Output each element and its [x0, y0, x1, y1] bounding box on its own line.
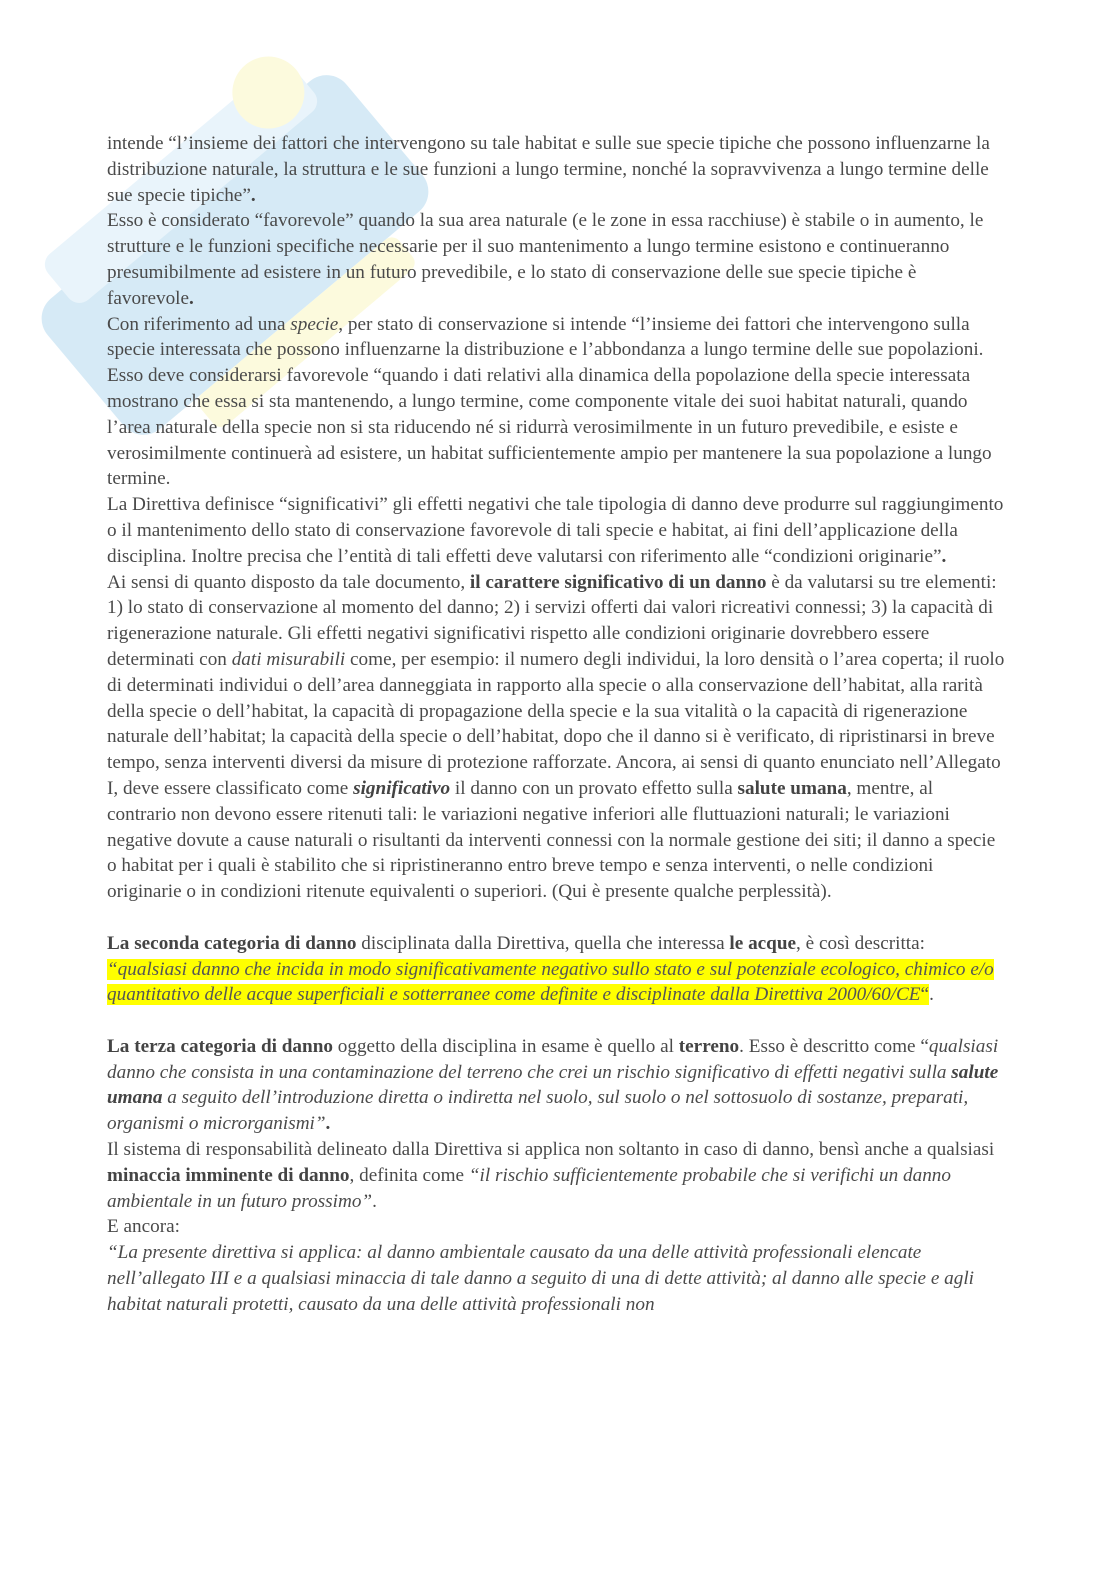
highlighted-quote: “qualsiasi danno che incida in modo significativamente negativo sullo stato e sul potenziale ecologico, chimico e/o quantitativo delle acque superficiali e sotterranee come definite e disciplinate dalla Direttiva 2000/60/CE — [107, 958, 994, 1006]
paragraph — [107, 312, 1007, 493]
text-run: dati misurabili — [231, 648, 346, 670]
text-run: . — [189, 287, 194, 309]
text-run: . — [372, 1190, 377, 1212]
text-run: intende “l’insieme dei fattori che intervengono su tale habitat e sulle sue specie tipiche che possono influenzarne la distribuzione naturale, la struttura e le sue funzioni a lungo termine, nonché la sopravvivenza a lungo termine delle sue specie tipiche” — [107, 133, 990, 206]
highlighted-quote: “ — [920, 984, 930, 1006]
text-run: La Direttiva definisce “significativi” gli effetti negativi che tale tipologia di danno deve produrre sul raggiungimento o il mantenimento dello stato di conservazione favorevole di tali specie e habitat, ai fini dell’applicazione della disciplina. Inoltre precisa che l’entità di tali effetti deve valutarsi con riferimento alle “condizioni originarie” — [107, 494, 1004, 567]
text-run: significativo — [353, 777, 451, 799]
paragraph — [107, 1137, 1007, 1214]
paragraph — [107, 1214, 1007, 1240]
text-run: è da valutarsi su tre elementi: 1) lo stato di conservazione al momento del danno; 2) i servizi offerti dai valori ricreativi connessi; 3) la capacità di rigenerazione naturale. Gli effetti negativi significativi rispetto alle condizioni originarie dovrebbero essere determinati con — [107, 571, 997, 670]
text-run: La terza categoria di danno — [107, 1035, 333, 1057]
text-run: , definita come — [349, 1164, 469, 1186]
text-run: salute umana — [737, 777, 847, 799]
text-run: disciplinata dalla Direttiva, quella che interessa — [356, 932, 730, 954]
document-body — [107, 131, 1007, 1318]
text-run: oggetto della disciplina in esame è quello al — [332, 1035, 679, 1057]
text-run: qualsiasi danno che consista in una contaminazione del terreno che crei un rischio significativo di effetti negativi sulla — [107, 1035, 999, 1083]
text-run: La seconda categoria di danno — [107, 932, 357, 954]
text-run: , per stato di conservazione si intende “l’insieme dei fattori che intervengono sulla specie interessata che possono influenzarne la distribuzione e l’abbondanza a lungo termine delle sue popolazioni. Esso deve considerarsi favorevole “quando i dati relativi alla dinamica della popolazione della specie interessata mostrano che essa si sta mantenendo, a lungo termine, come componente vitale dei suoi habitat naturali, quando l’area naturale della specie non si sta riducendo né si ridurrà verosimilmente in un futuro prevedibile, e esiste e verosimilmente continuerà ad esistere, un habitat sufficientemente ampio per mantenere la sua popolazione a lungo termine. — [107, 313, 992, 490]
text-run: il carattere significativo di un danno — [469, 571, 767, 593]
text-run: “il rischio sufficientemente probabile che si verifichi un danno ambientale in un futuro prossimo” — [107, 1164, 951, 1212]
text-run: come, per esempio: il numero degli individui, la loro densità o l’area coperta; il ruolo di determinati individui o dell’area danneggiata in rapporto alla specie o alla conservazione dell’habitat, alla rarità della specie o dell’habitat, la capacità di propagazione della specie e la sua vitalità o la capacità di rigenerazione naturale dell’habitat; la capacità della specie o dell’habitat, dopo che il danno si è verificato, di ripristinarsi in breve tempo, senza interventi diversi da misure di protezione rafforzate. Ancora, ai sensi di quanto enunciato nell’Allegato I, deve essere classificato come — [107, 648, 1005, 799]
paragraph — [107, 931, 1007, 1008]
text-run: minaccia imminente di danno — [107, 1164, 350, 1186]
text-run: E ancora: — [107, 1216, 180, 1238]
text-run: , è così descritta: — [796, 932, 925, 954]
paragraph — [107, 208, 1007, 311]
text-run: . — [325, 1113, 331, 1135]
paragraph — [107, 492, 1007, 569]
text-run: . — [941, 545, 947, 567]
text-run: . Esso è descritto come “ — [739, 1035, 929, 1057]
text-run: Il sistema di responsabilità delineato dalla Direttiva si applica non soltanto in caso di danno, bensì anche a qualsiasi — [107, 1139, 995, 1161]
text-run: il danno con un provato effetto sulla — [450, 777, 738, 799]
paragraph — [107, 1034, 1007, 1137]
text-run: salute umana — [107, 1061, 999, 1109]
text-run: terreno — [678, 1035, 740, 1057]
text-run: “La presente direttiva si applica: al danno ambientale causato da una delle attività professionali elencate nell’allegato III e a qualsiasi minaccia di tale danno a seguito di una di dette attività; al danno alle specie e agli habitat naturali protetti, causato da una delle attività professionali non — [107, 1242, 975, 1315]
text-run: specie — [290, 313, 339, 335]
text-run: a seguito dell’introduzione diretta o indiretta nel suolo, sul suolo o nel sottosuolo di sostanze, preparati, organismi o microrganismi” — [107, 1087, 969, 1135]
text-run: Ai sensi di quanto disposto da tale documento, — [107, 571, 470, 593]
text-run: , mentre, al contrario non devono essere ritenuti tali: le variazioni negative inferiori alle fluttuazioni naturali; le variazioni negative dovute a cause naturali o risultanti da interventi connessi con la normale gestione dei siti; il danno a specie o habitat per i quali è stabilito che si ripristineranno entro breve tempo e senza interventi, o nelle condizioni originarie o in condizioni ritenute equivalenti o superiori. (Qui è presente qualche perplessità). — [107, 777, 996, 903]
paragraph — [107, 1240, 1007, 1317]
paragraph — [107, 131, 1007, 208]
text-run: Esso è considerato “favorevole” quando la sua area naturale (e le zone in essa racchiuse) è stabile o in aumento, le strutture e le funzioni specifiche necessarie per il suo mantenimento a lungo termine esistono e continueranno presumibilmente ad esistere in un futuro prevedibile, e lo stato di conservazione delle sue specie tipiche è favorevole — [107, 210, 984, 309]
text-run: . — [250, 184, 256, 206]
text-run: . — [929, 984, 934, 1006]
paragraph — [107, 570, 1007, 905]
text-run: Con riferimento ad una — [107, 313, 291, 335]
text-run: le acque — [729, 932, 797, 954]
